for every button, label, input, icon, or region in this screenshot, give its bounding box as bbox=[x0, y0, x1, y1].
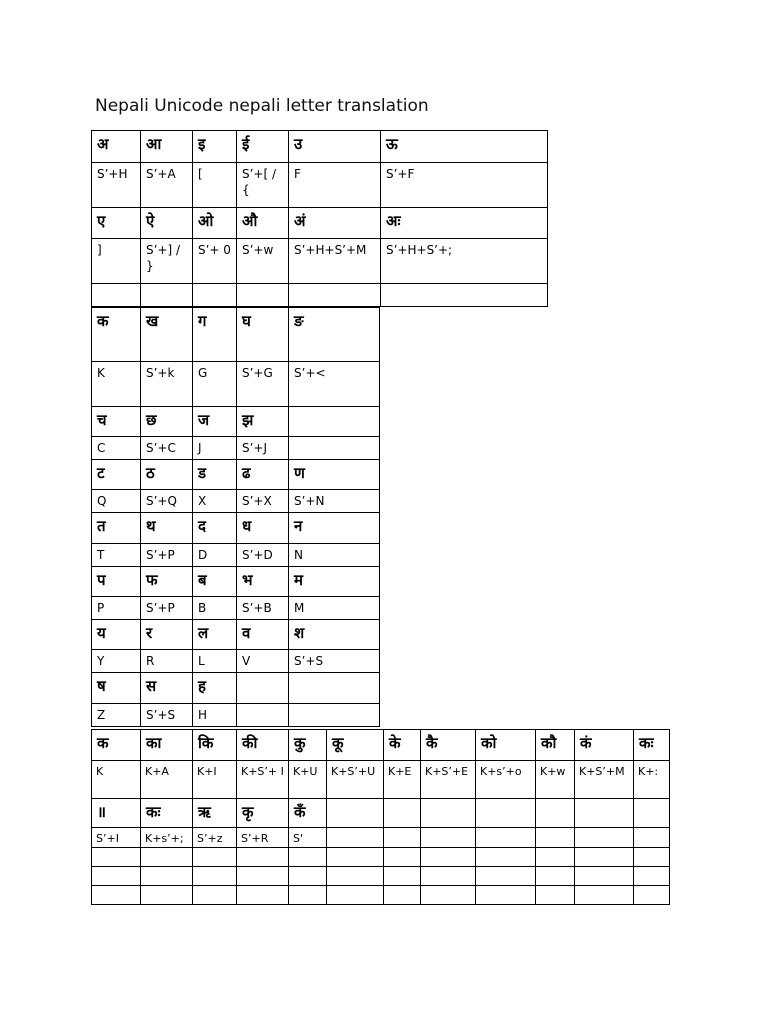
syllable: कं bbox=[575, 730, 634, 761]
key-combo: G bbox=[193, 362, 237, 407]
consonant-letter: झ bbox=[237, 407, 289, 437]
key-combo: Q bbox=[92, 490, 141, 513]
syllable: कँ bbox=[289, 799, 327, 828]
key-combo bbox=[289, 704, 380, 727]
syllable: कः bbox=[634, 730, 670, 761]
key-combo: S’+[ / { bbox=[237, 163, 289, 208]
consonant-letter: छ bbox=[141, 407, 193, 437]
consonant-letter: य bbox=[92, 620, 141, 650]
key-combo: K+s’+; bbox=[141, 828, 193, 848]
key-combo: S’+P bbox=[141, 544, 193, 567]
key-combo: S’+] / } bbox=[141, 239, 193, 284]
key-combo: S’+k bbox=[141, 362, 193, 407]
table-row bbox=[92, 799, 670, 828]
key-combo: N bbox=[289, 544, 380, 567]
key-combo: T bbox=[92, 544, 141, 567]
table-row bbox=[92, 407, 380, 437]
key-combo: S’+R bbox=[237, 828, 289, 848]
consonant-letter: ट bbox=[92, 460, 141, 490]
consonant-letter: ग bbox=[193, 308, 237, 362]
vowel-letter: ऊ bbox=[381, 131, 548, 163]
key-combo bbox=[237, 704, 289, 727]
vowel-letter: आ bbox=[141, 131, 193, 163]
key-combo: S’+C bbox=[141, 437, 193, 460]
vowel-letter: ऐ bbox=[141, 208, 193, 239]
key-combo: K+s’+o bbox=[476, 761, 536, 799]
consonant-letter: थ bbox=[141, 513, 193, 544]
key-combo: P bbox=[92, 597, 141, 620]
key-combo: K+S’+M bbox=[575, 761, 634, 799]
syllable: कृ bbox=[237, 799, 289, 828]
consonant-letter: ध bbox=[237, 513, 289, 544]
key-combo: S’+Q bbox=[141, 490, 193, 513]
consonant-letter: क bbox=[92, 308, 141, 362]
barakhari-table bbox=[91, 729, 670, 905]
key-combo: H bbox=[193, 704, 237, 727]
consonant-letter: घ bbox=[237, 308, 289, 362]
consonant-letter: ठ bbox=[141, 460, 193, 490]
consonant-letter: द bbox=[193, 513, 237, 544]
consonant-letter: ढ bbox=[237, 460, 289, 490]
key-combo: S’+H bbox=[92, 163, 141, 208]
key-combo: K+U bbox=[289, 761, 327, 799]
syllable: ॥ bbox=[92, 799, 141, 828]
syllable: कै bbox=[421, 730, 476, 761]
key-combo: S’+G bbox=[237, 362, 289, 407]
key-combo: J bbox=[193, 437, 237, 460]
vowels-table bbox=[91, 130, 548, 307]
vowel-letter: उ bbox=[289, 131, 381, 163]
consonant-letter: ब bbox=[193, 567, 237, 597]
key-combo: K+S’+ I bbox=[237, 761, 289, 799]
key-combo: K+: bbox=[634, 761, 670, 799]
consonant-letter: ख bbox=[141, 308, 193, 362]
key-combo: C bbox=[92, 437, 141, 460]
consonant-letter: ङ bbox=[289, 308, 380, 362]
consonant-letter: ण bbox=[289, 460, 380, 490]
consonant-letter: च bbox=[92, 407, 141, 437]
consonant-letter bbox=[289, 673, 380, 704]
table-row bbox=[92, 239, 548, 284]
key-combo: S’+P bbox=[141, 597, 193, 620]
table-row bbox=[92, 460, 380, 490]
vowel-letter: औ bbox=[237, 208, 289, 239]
syllable: कः bbox=[141, 799, 193, 828]
consonant-letter: भ bbox=[237, 567, 289, 597]
consonant-letter: ड bbox=[193, 460, 237, 490]
table-row bbox=[92, 620, 380, 650]
key-combo: L bbox=[193, 650, 237, 673]
key-combo: S’+w bbox=[237, 239, 289, 284]
key-combo: K bbox=[92, 362, 141, 407]
table-row bbox=[92, 867, 670, 886]
key-combo: K+E bbox=[384, 761, 421, 799]
table-row bbox=[92, 362, 380, 407]
syllable: क bbox=[92, 730, 141, 761]
consonants-table bbox=[91, 307, 380, 727]
vowel-letter: अ bbox=[92, 131, 141, 163]
document-title: Nepali Unicode nepali letter translation bbox=[95, 96, 429, 116]
table-row bbox=[92, 308, 380, 362]
table-row bbox=[92, 848, 670, 867]
consonant-letter: व bbox=[237, 620, 289, 650]
consonant-letter: त bbox=[92, 513, 141, 544]
table-row bbox=[92, 513, 380, 544]
consonant-letter: र bbox=[141, 620, 193, 650]
table-row bbox=[92, 208, 548, 239]
key-combo: S’+D bbox=[237, 544, 289, 567]
key-combo: S’+A bbox=[141, 163, 193, 208]
syllable: कौ bbox=[536, 730, 575, 761]
syllable: का bbox=[141, 730, 193, 761]
consonant-letter: ह bbox=[193, 673, 237, 704]
table-row bbox=[92, 704, 380, 727]
key-combo: K+A bbox=[141, 761, 193, 799]
key-combo: S’+X bbox=[237, 490, 289, 513]
syllable: कु bbox=[289, 730, 327, 761]
syllable: को bbox=[476, 730, 536, 761]
key-combo: S’+S bbox=[289, 650, 380, 673]
vowel-letter: अं bbox=[289, 208, 381, 239]
syllable: के bbox=[384, 730, 421, 761]
key-combo: S’+H+S’+M bbox=[289, 239, 381, 284]
key-combo bbox=[289, 437, 380, 460]
consonant-letter: स bbox=[141, 673, 193, 704]
table-row bbox=[92, 828, 670, 848]
syllable: कि bbox=[193, 730, 237, 761]
key-combo: K bbox=[92, 761, 141, 799]
key-combo: S' bbox=[289, 828, 327, 848]
table-row bbox=[92, 490, 380, 513]
key-combo: S’+B bbox=[237, 597, 289, 620]
key-combo: B bbox=[193, 597, 237, 620]
table-row bbox=[92, 597, 380, 620]
consonant-letter: ष bbox=[92, 673, 141, 704]
syllable: कू bbox=[327, 730, 384, 761]
consonant-letter: न bbox=[289, 513, 380, 544]
key-combo: K+I bbox=[193, 761, 237, 799]
key-combo: K+S’+U bbox=[327, 761, 384, 799]
key-combo: K+S’+E bbox=[421, 761, 476, 799]
table-row bbox=[92, 761, 670, 799]
table-row bbox=[92, 730, 670, 761]
table-row bbox=[92, 544, 380, 567]
table-row bbox=[92, 650, 380, 673]
syllable: की bbox=[237, 730, 289, 761]
vowel-letter: ए bbox=[92, 208, 141, 239]
consonant-letter: प bbox=[92, 567, 141, 597]
key-combo: S’+ 0 bbox=[193, 239, 237, 284]
consonant-letter: ल bbox=[193, 620, 237, 650]
key-combo: ] bbox=[92, 239, 141, 284]
table-row bbox=[92, 886, 670, 905]
consonant-letter: श bbox=[289, 620, 380, 650]
key-combo: S’+N bbox=[289, 490, 380, 513]
consonant-letter: ज bbox=[193, 407, 237, 437]
consonant-letter bbox=[237, 673, 289, 704]
consonant-letter bbox=[289, 407, 380, 437]
key-combo: V bbox=[237, 650, 289, 673]
key-combo: D bbox=[193, 544, 237, 567]
key-combo: K+w bbox=[536, 761, 575, 799]
key-combo: S’+< bbox=[289, 362, 380, 407]
key-combo: F bbox=[289, 163, 381, 208]
vowel-letter: अः bbox=[381, 208, 548, 239]
key-combo: S’+z bbox=[193, 828, 237, 848]
key-combo: Z bbox=[92, 704, 141, 727]
key-combo: S’+S bbox=[141, 704, 193, 727]
key-combo: Y bbox=[92, 650, 141, 673]
table-row bbox=[92, 163, 548, 208]
key-combo: S’+J bbox=[237, 437, 289, 460]
key-combo: R bbox=[141, 650, 193, 673]
key-combo: S’+I bbox=[92, 828, 141, 848]
key-combo: S’+F bbox=[381, 163, 548, 208]
vowel-letter: ई bbox=[237, 131, 289, 163]
table-row bbox=[92, 131, 548, 163]
vowel-letter: इ bbox=[193, 131, 237, 163]
consonant-letter: फ bbox=[141, 567, 193, 597]
key-combo: X bbox=[193, 490, 237, 513]
key-combo: [ bbox=[193, 163, 237, 208]
table-row bbox=[92, 437, 380, 460]
key-combo: M bbox=[289, 597, 380, 620]
table-row bbox=[92, 284, 548, 307]
vowel-letter: ओ bbox=[193, 208, 237, 239]
table-row bbox=[92, 567, 380, 597]
table-row bbox=[92, 673, 380, 704]
consonant-letter: म bbox=[289, 567, 380, 597]
syllable: ऋ bbox=[193, 799, 237, 828]
key-combo: S’+H+S’+; bbox=[381, 239, 548, 284]
